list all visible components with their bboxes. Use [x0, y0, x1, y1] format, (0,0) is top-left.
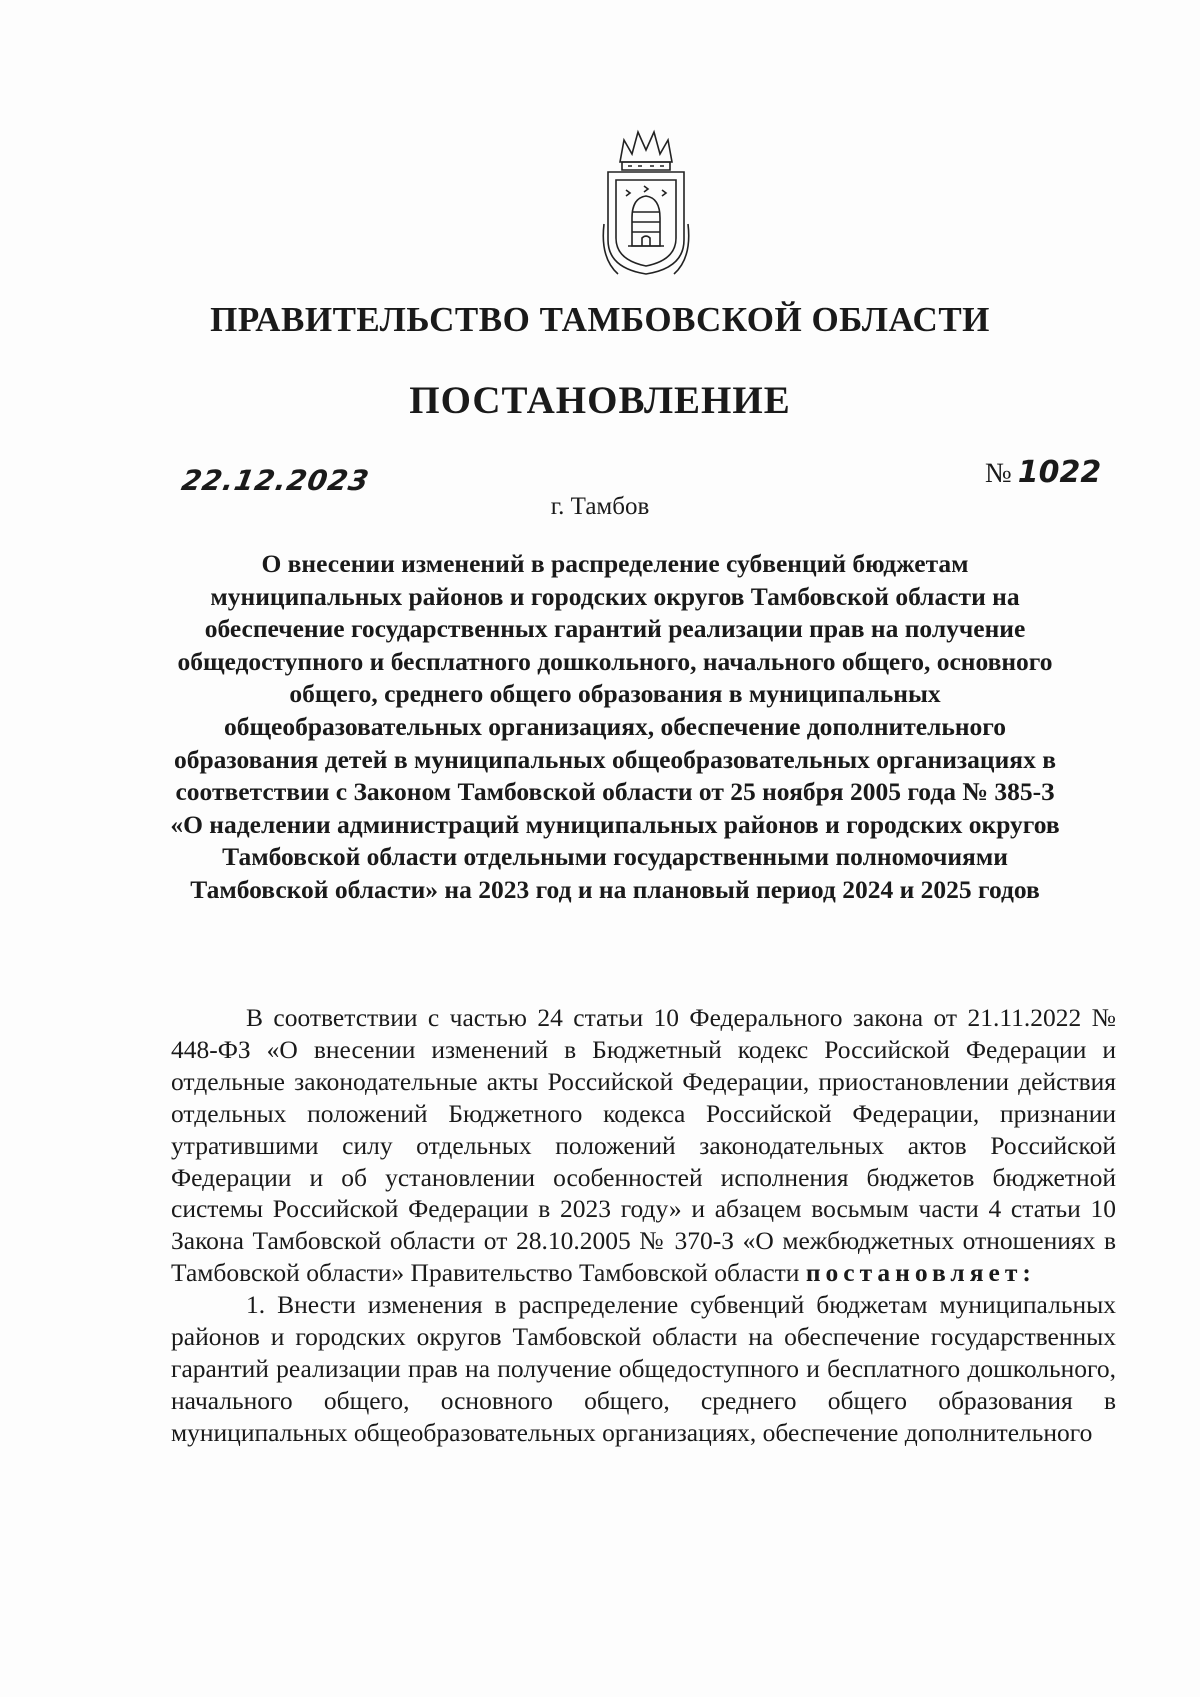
document-date: 22.12.2023: [179, 464, 373, 497]
item-1-paragraph: 1. Внести изменения в распределение субвенций бюджетам муниципальных районов и городских округов Тамбовской области на обеспечение государственных гарантий реализации прав на получение общедоступного и бесплатного дошкольного, начального общего, основного общего, среднего общего образования в муниципальных общеобразовательных организациях, обеспечение дополнительного: [171, 1290, 1116, 1447]
tambov-coat-of-arms-icon: [598, 128, 694, 278]
government-title: ПРАВИТЕЛЬСТВО ТАМБОВСКОЙ ОБЛАСТИ: [210, 300, 990, 339]
document-body: [171, 1002, 1116, 1449]
preamble-text: В соответствии с частью 24 статьи 10 Федерального закона от 21.11.2022 № 448-ФЗ «О внесении изменений в Бюджетный кодекс Российской Федерации и отдельные законодательные акты Российской Федерации, приостановлении действия отдельных положений Бюджетного кодекса Российской Федерации, признании утратившими силу отдельных положений законодательных актов Российской Федерации и об установлении особенностей исполнения бюджетов бюджетной системы Российской Федерации в 2023 году» и абзацем восьмым части 4 статьи 10 Закона Тамбовской области от 28.10.2005 № 370-З «О межбюджетных отношениях в Тамбовской области» Правительство Тамбовской области: [171, 1003, 1116, 1288]
decree-word: постановляет:: [805, 1258, 1036, 1288]
document-number: 1022: [1017, 455, 1102, 490]
number-sign: №: [985, 458, 1012, 489]
document-heading: О внесении изменений в распределение субвенций бюджетам муниципальных районов и городских округов Тамбовской области на обеспечение государственных гарантий реализации прав на получение общедоступного и бесплатного дошкольного, начального общего, основного общего, среднего общего образования в муниципальных общеобразовательных организациях, обеспечение дополнительного образования детей в муниципальных общеобразовательных организациях в соответствии с Законом Тамбовской области от 25 ноября 2005 года № 385-З «О наделении администраций муниципальных районов и городских округов Тамбовской области отдельными государственными полномочиями Тамбовской области» на 2023 год и на плановый период 2024 и 2025 годов: [170, 549, 1060, 904]
document-number-block: [985, 455, 1101, 490]
city-line: г. Тамбов: [550, 493, 650, 520]
preamble-paragraph: [171, 1002, 1116, 1289]
document-type: ПОСТАНОВЛЕНИЕ: [409, 379, 791, 422]
